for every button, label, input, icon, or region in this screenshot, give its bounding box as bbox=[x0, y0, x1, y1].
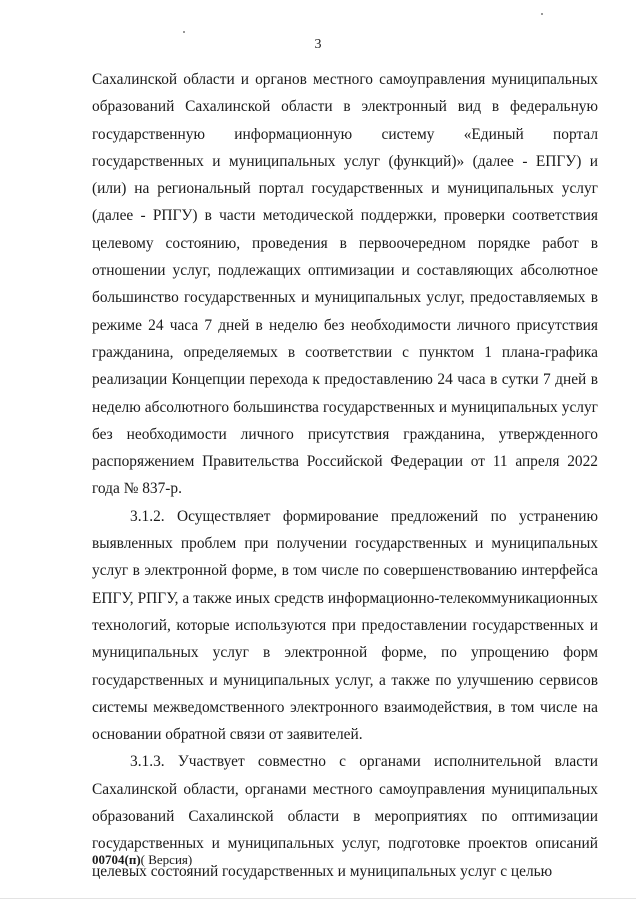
scan-speck bbox=[541, 13, 543, 15]
document-footer bbox=[92, 852, 192, 868]
document-code: 00704(п) bbox=[92, 852, 141, 867]
scan-speck bbox=[183, 31, 185, 33]
paragraph-continuation: Сахалинской области и органов местного самоуправления муниципальных образований Сахалинской области в электронный вид в федеральную государственную информационную систему «Единый портал государственных и муниципальных услуг (функций)» (далее - ЕПГУ) и (или) на региональный портал государственных и муниципальных услуг (далее - РПГУ) в части методической поддержки, проверки соответствия целевому состоянию, проведения в первоочередном порядке работ в отношении услуг, подлежащих оптимизации и составляющих абсолютное большинство государственных и муниципальных услуг, предоставляемых в режиме 24 часа 7 дней в неделю без необходимости личного присутствия гражданина, определяемых в соответствии с пунктом 1 плана-графика реализации Концепции перехода к предоставлению 24 часа в сутки 7 дней в неделю абсолютного большинства государственных и муниципальных услуг без необходимости личного присутствия гражданина, утвержденного распоряжением Правительства Российской Федерации от 11 апреля 2022 года № 837-р. bbox=[92, 71, 598, 498]
paragraph-3-1-2: 3.1.2. Осуществляет формирование предложений по устранению выявленных проблем при получении государственных и муниципальных услуг в электронной форме, в том числе по совершенствованию интерфейса ЕПГУ, РПГУ, а также иных средств информационно-телекоммуникационных технологий, которые используются при предоставлении государственных и муниципальных услуг в электронной форме, по упрощению форм государственных и муниципальных услуг, а также по улучшению сервисов системы межведомственного электронного взаимодействия, в том числе на основании обратной связи от заявителей. bbox=[92, 507, 598, 744]
document-body bbox=[92, 66, 598, 885]
document-version: ( Версия) bbox=[140, 852, 193, 867]
page-number: 3 bbox=[314, 37, 322, 52]
paragraph-3-1-3: 3.1.3. Участвует совместно с органами исполнительной власти Сахалинской области, органами местного самоуправления муниципальных образований Сахалинской области в мероприятиях по оптимизации государственных и муниципальных услуг, подготовке проектов описаний целевых состояний государственных и муниципальных услуг с целью bbox=[92, 753, 598, 880]
scan-edge-line bbox=[0, 898, 636, 899]
